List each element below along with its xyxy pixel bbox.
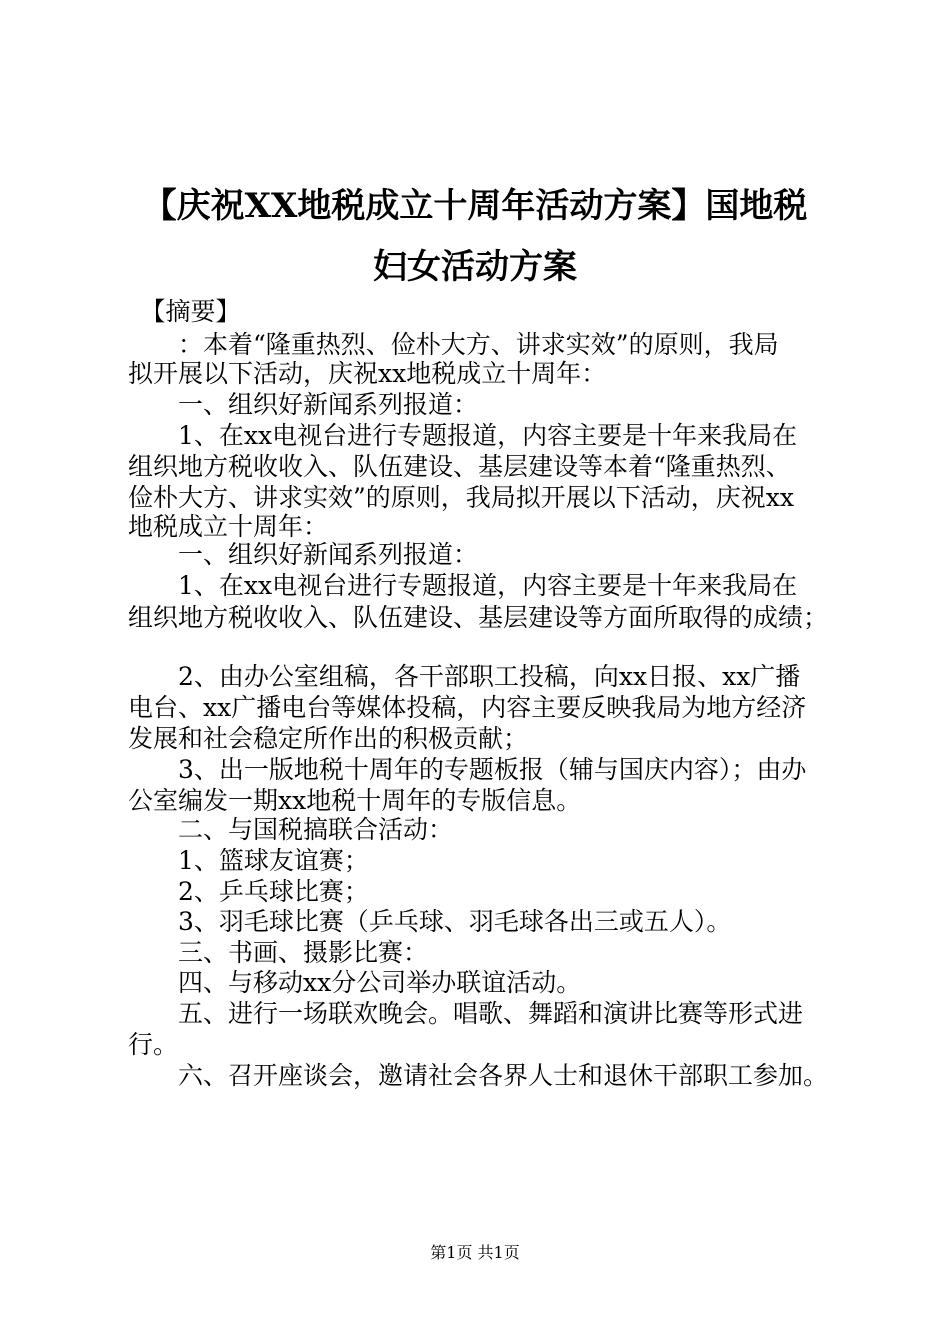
section-heading: 二、与国税搞联合活动： [128,815,454,844]
section-heading: 五、进行一场联欢晚会。唱歌、舞蹈和演讲比赛等形式进 [128,999,804,1028]
section-heading: 一、组织好新闻系列报道： [128,540,479,569]
body-line: 行。 [128,1030,179,1059]
body-line: 1、在xx电视台进行专题报道，内容主要是十年来我局在 [128,421,798,450]
section-heading: 三、书画、摄影比赛： [128,938,429,967]
document-title-line-1: 【庆祝XX地税成立十周年活动方案】国地税 [142,186,808,226]
page-footer: 第1页 共1页 [430,1243,520,1262]
list-item: 1、篮球友谊赛； [128,846,369,875]
section-heading: 六、召开座谈会，邀请社会各界人士和退休干部职工参加。 [128,1061,829,1090]
document-title-line-2: 妇女活动方案 [373,247,577,287]
body-line: 发展和社会稳定所作出的积极贡献； [128,724,529,753]
body-line: 俭朴大方、讲求实效”的原则，我局拟开展以下活动，庆祝xx [128,483,794,512]
body-line: 组织地方税收收入、队伍建设、基层建设等本着“隆重热烈、 [128,452,791,481]
list-item: 3、羽毛球比赛（乒乓球、羽毛球各出三或五人）。 [128,907,732,936]
body-line: 拟开展以下活动，庆祝xx地税成立十周年： [128,359,607,388]
body-line: 组织地方税收收入、队伍建设、基层建设等方面所取得的成绩； [128,603,829,632]
list-item: 2、乒乓球比赛； [128,877,369,906]
section-heading: 四、与移动xx分公司举办联谊活动。 [128,968,582,997]
section-heading: 一、组织好新闻系列报道： [128,390,479,419]
body-line: 2、由办公室组稿，各干部职工投稿，向xx日报、xx广播 [128,662,801,691]
body-line: 公室编发一期xx地税十周年的专版信息。 [128,786,582,815]
abstract-label: 【摘要】 [128,297,241,326]
body-line: ：本着“隆重热烈、俭朴大方、讲求实效”的原则，我局 [128,330,779,359]
body-line: 1、在xx电视台进行专题报道，内容主要是十年来我局在 [128,571,798,600]
body-line: 3、出一版地税十周年的专题板报（辅与国庆内容）；由办 [128,755,807,784]
body-line: 地税成立十周年： [128,512,329,541]
body-line: 电台、xx广播电台等媒体投稿，内容主要反映我局为地方经济 [128,693,807,722]
